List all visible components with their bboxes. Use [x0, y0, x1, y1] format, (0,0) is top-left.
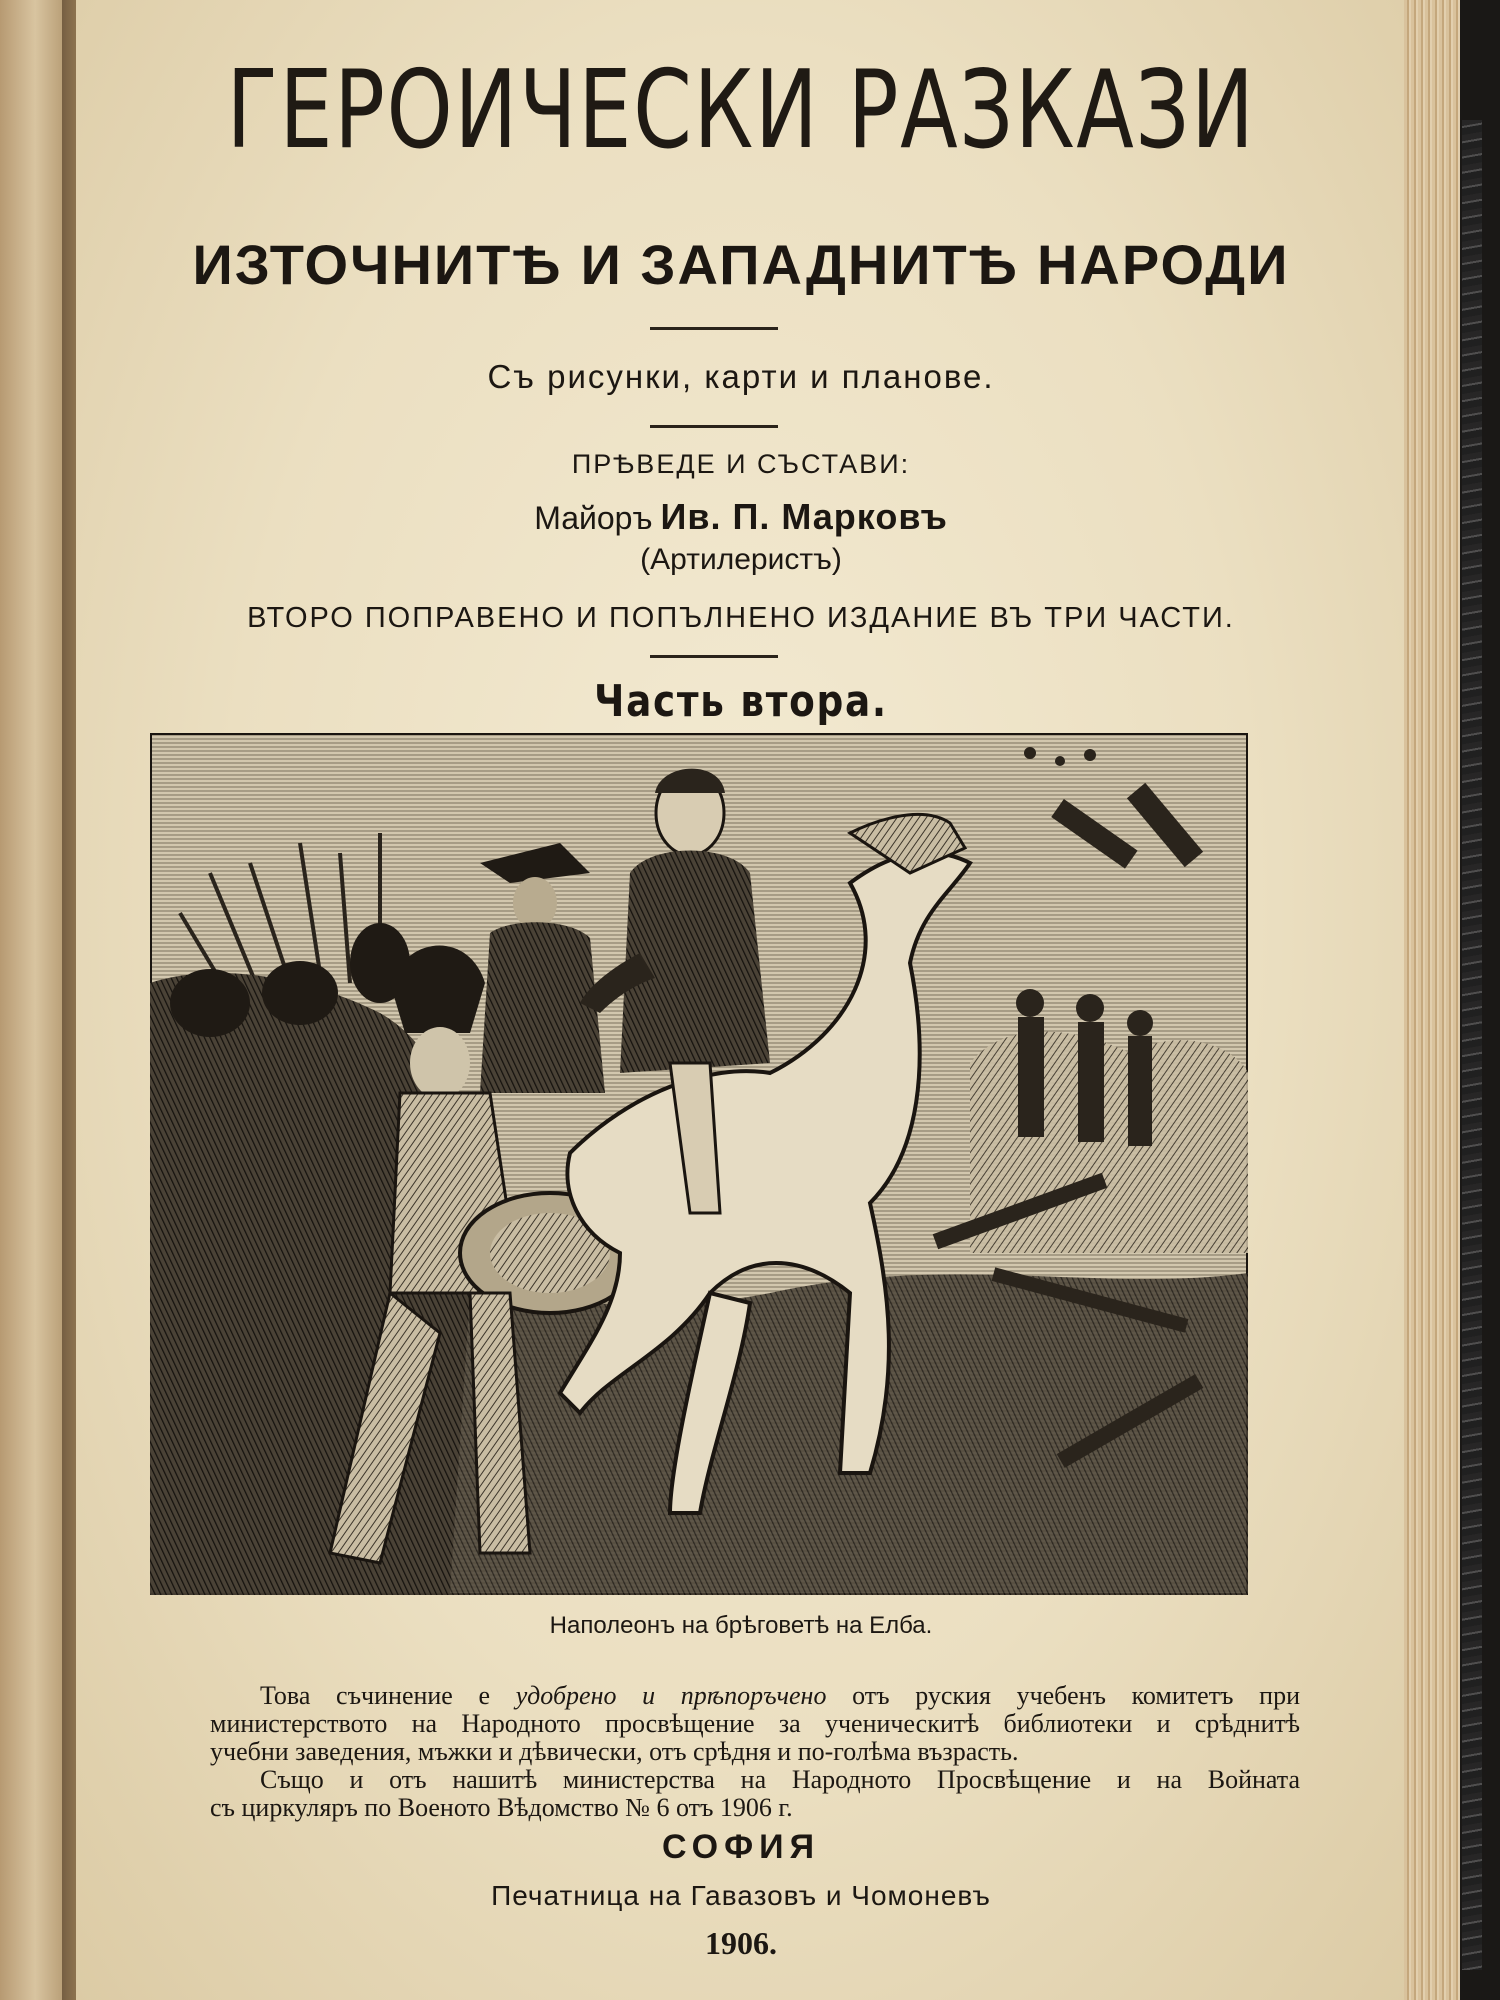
author-line [76, 496, 1406, 538]
edition-line: ВТОРО ПОПРАВЕНО И ПОПЪЛНЕНО ИЗДАНИЕ ВЪ ТРИ ЧАСТИ. [247, 602, 1235, 634]
page-stack-edges [1404, 0, 1462, 2000]
features-line: Съ рисунки, карти и планове. [487, 358, 995, 395]
imprint-year: 1906. [705, 1925, 777, 1961]
book-subtitle: ИЗТОЧНИТѢ И ЗАПАДНИТѢ НАРОДИ [192, 233, 1290, 296]
approval-note-line [260, 1682, 1300, 1710]
divider-rule [650, 655, 778, 658]
author-role: (Артилеристъ) [640, 543, 842, 576]
imprint-printer: Печатница на Гавазовъ и Чомоневъ [491, 1880, 991, 1911]
author-rank: Майоръ [534, 500, 653, 536]
approval-note-line: Също и отъ нашитѣ министерства на Народното Просвѣщение и на Войната [260, 1765, 1300, 1794]
approval-text: отъ руския учебенъ комитетъ при [826, 1681, 1300, 1710]
credit-label: ПРѢВЕДЕ И СЪСТАВИ: [571, 449, 911, 479]
approval-note-line: учебни заведения, мъжки и дѣвически, отъ срѣдня и по-голѣма възрасть. [210, 1737, 1019, 1766]
imprint-city: СОФИЯ [661, 1828, 821, 1866]
approval-text: Това съчинение е [260, 1681, 516, 1710]
approval-note-line: министерството на Народното просвѣщение за ученическитѣ библиотеки и срѣднитѣ [210, 1709, 1300, 1738]
marbled-cover [1462, 120, 1482, 1970]
divider-rule [650, 425, 778, 428]
part-heading: Часть втора. [594, 676, 888, 727]
approval-emphasis: удобрено и прѣпоръчено [515, 1681, 827, 1710]
divider-rule [650, 327, 778, 330]
author-name: Ив. П. Марковъ [660, 496, 948, 537]
book-title: ГЕРОИЧЕСКИ РАЗКАЗИ [226, 48, 1256, 173]
approval-note-line: съ циркуляръ по Военото Вѣдомство № 6 отъ 1906 г. [210, 1793, 793, 1822]
engraving-illustration [150, 733, 1248, 1595]
illustration-caption: Наполеонъ на брѣговетѣ на Елба. [549, 1612, 933, 1639]
